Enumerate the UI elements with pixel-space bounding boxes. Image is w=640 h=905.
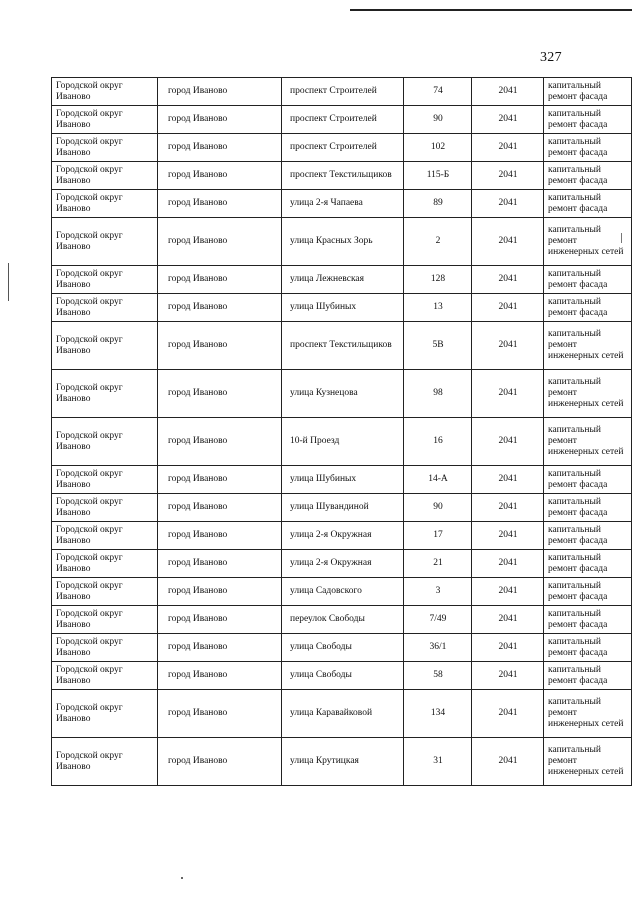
district-cell: Городской округ Иваново xyxy=(52,294,158,322)
street-cell: проспект Строителей xyxy=(282,106,404,134)
house-number-cell: 102 xyxy=(404,134,472,162)
year-cell: 2041 xyxy=(472,294,544,322)
table-row xyxy=(52,370,632,418)
table-row xyxy=(52,134,632,162)
district-cell: Городской округ Иваново xyxy=(52,522,158,550)
city-cell: город Иваново xyxy=(158,134,282,162)
city-cell: город Иваново xyxy=(158,662,282,690)
city-cell: город Иваново xyxy=(158,78,282,106)
city-cell: город Иваново xyxy=(158,522,282,550)
year-cell: 2041 xyxy=(472,322,544,370)
table-row xyxy=(52,522,632,550)
street-cell: улица Свободы xyxy=(282,634,404,662)
work-type-cell: капитальный ремонт фасада xyxy=(544,466,632,494)
district-cell: Городской округ Иваново xyxy=(52,466,158,494)
street-cell: улица Кузнецова xyxy=(282,370,404,418)
year-cell: 2041 xyxy=(472,418,544,466)
work-type-cell: капитальный ремонт фасада xyxy=(544,294,632,322)
city-cell: город Иваново xyxy=(158,190,282,218)
district-cell: Городской округ Иваново xyxy=(52,266,158,294)
table-row xyxy=(52,78,632,106)
work-type-cell: капитальный ремонт инженерных сетей xyxy=(544,218,632,266)
table-row xyxy=(52,418,632,466)
work-type-cell: капитальный ремонт инженерных сетей xyxy=(544,322,632,370)
year-cell: 2041 xyxy=(472,134,544,162)
table-row xyxy=(52,738,632,786)
work-type-cell: капитальный ремонт фасада xyxy=(544,78,632,106)
house-number-cell: 36/1 xyxy=(404,634,472,662)
house-number-cell: 17 xyxy=(404,522,472,550)
table-row xyxy=(52,578,632,606)
city-cell: город Иваново xyxy=(158,690,282,738)
year-cell: 2041 xyxy=(472,266,544,294)
house-number-cell: 3 xyxy=(404,578,472,606)
city-cell: город Иваново xyxy=(158,162,282,190)
work-type-cell: капитальный ремонт фасада xyxy=(544,578,632,606)
street-cell: улица Шубиных xyxy=(282,466,404,494)
district-cell: Городской округ Иваново xyxy=(52,162,158,190)
work-type-cell: капитальный ремонт инженерных сетей xyxy=(544,418,632,466)
house-number-cell: 58 xyxy=(404,662,472,690)
table-row xyxy=(52,294,632,322)
year-cell: 2041 xyxy=(472,466,544,494)
street-cell: улица 2-я Окружная xyxy=(282,550,404,578)
year-cell: 2041 xyxy=(472,494,544,522)
house-number-cell: 13 xyxy=(404,294,472,322)
street-cell: улица Лежневская xyxy=(282,266,404,294)
city-cell: город Иваново xyxy=(158,634,282,662)
year-cell: 2041 xyxy=(472,78,544,106)
district-cell: Городской округ Иваново xyxy=(52,550,158,578)
district-cell: Городской округ Иваново xyxy=(52,418,158,466)
district-cell: Городской округ Иваново xyxy=(52,322,158,370)
city-cell: город Иваново xyxy=(158,494,282,522)
street-cell: 10-й Проезд xyxy=(282,418,404,466)
house-number-cell: 90 xyxy=(404,494,472,522)
work-type-cell: капитальный ремонт фасада xyxy=(544,266,632,294)
year-cell: 2041 xyxy=(472,218,544,266)
work-type-cell: капитальный ремонт фасада xyxy=(544,522,632,550)
scan-dot xyxy=(181,877,183,879)
work-type-cell: капитальный ремонт фасада xyxy=(544,190,632,218)
district-cell: Городской округ Иваново xyxy=(52,106,158,134)
house-number-cell: 74 xyxy=(404,78,472,106)
work-type-cell: капитальный ремонт фасада xyxy=(544,106,632,134)
house-number-cell: 14-А xyxy=(404,466,472,494)
year-cell: 2041 xyxy=(472,550,544,578)
district-cell: Городской округ Иваново xyxy=(52,190,158,218)
year-cell: 2041 xyxy=(472,370,544,418)
city-cell: город Иваново xyxy=(158,738,282,786)
street-cell: улица Красных Зорь xyxy=(282,218,404,266)
year-cell: 2041 xyxy=(472,578,544,606)
house-number-cell: 134 xyxy=(404,690,472,738)
district-cell: Городской округ Иваново xyxy=(52,134,158,162)
district-cell: Городской округ Иваново xyxy=(52,78,158,106)
city-cell: город Иваново xyxy=(158,466,282,494)
page-number: 327 xyxy=(540,50,562,65)
year-cell: 2041 xyxy=(472,190,544,218)
work-type-cell: капитальный ремонт фасада xyxy=(544,662,632,690)
work-type-cell: капитальный ремонт фасада xyxy=(544,634,632,662)
house-number-cell: 21 xyxy=(404,550,472,578)
table-row xyxy=(52,266,632,294)
table-row xyxy=(52,162,632,190)
house-number-cell: 5В xyxy=(404,322,472,370)
year-cell: 2041 xyxy=(472,662,544,690)
table-row xyxy=(52,466,632,494)
city-cell: город Иваново xyxy=(158,370,282,418)
street-cell: улица Садовского xyxy=(282,578,404,606)
table-row xyxy=(52,106,632,134)
street-cell: улица 2-я Чапаева xyxy=(282,190,404,218)
year-cell: 2041 xyxy=(472,634,544,662)
street-cell: улица Каравайковой xyxy=(282,690,404,738)
year-cell: 2041 xyxy=(472,106,544,134)
house-number-cell: 16 xyxy=(404,418,472,466)
city-cell: город Иваново xyxy=(158,266,282,294)
table-row xyxy=(52,322,632,370)
year-cell: 2041 xyxy=(472,162,544,190)
city-cell: город Иваново xyxy=(158,218,282,266)
work-type-cell: капитальный ремонт фасада xyxy=(544,550,632,578)
street-cell: улица 2-я Окружная xyxy=(282,522,404,550)
street-cell: переулок Свободы xyxy=(282,606,404,634)
city-cell: город Иваново xyxy=(158,418,282,466)
year-cell: 2041 xyxy=(472,522,544,550)
city-cell: город Иваново xyxy=(158,550,282,578)
street-cell: улица Крутицкая xyxy=(282,738,404,786)
house-number-cell: 31 xyxy=(404,738,472,786)
district-cell: Городской округ Иваново xyxy=(52,370,158,418)
district-cell: Городской округ Иваново xyxy=(52,494,158,522)
street-cell: проспект Строителей xyxy=(282,134,404,162)
table-row xyxy=(52,606,632,634)
house-number-cell: 90 xyxy=(404,106,472,134)
district-cell: Городской округ Иваново xyxy=(52,690,158,738)
city-cell: город Иваново xyxy=(158,294,282,322)
house-number-cell: 7/49 xyxy=(404,606,472,634)
street-cell: проспект Строителей xyxy=(282,78,404,106)
street-cell: проспект Текстильщиков xyxy=(282,322,404,370)
table-row xyxy=(52,550,632,578)
work-type-cell: капитальный ремонт инженерных сетей xyxy=(544,690,632,738)
district-cell: Городской округ Иваново xyxy=(52,578,158,606)
year-cell: 2041 xyxy=(472,690,544,738)
district-cell: Городской округ Иваново xyxy=(52,634,158,662)
city-cell: город Иваново xyxy=(158,578,282,606)
year-cell: 2041 xyxy=(472,606,544,634)
work-type-cell: капитальный ремонт фасада xyxy=(544,606,632,634)
work-type-cell: капитальный ремонт фасада xyxy=(544,162,632,190)
repair-schedule-table xyxy=(51,77,632,786)
street-cell: улица Свободы xyxy=(282,662,404,690)
table-row xyxy=(52,662,632,690)
work-type-cell: капитальный ремонт фасада xyxy=(544,494,632,522)
house-number-cell: 128 xyxy=(404,266,472,294)
district-cell: Городской округ Иваново xyxy=(52,738,158,786)
street-cell: улица Шувандиной xyxy=(282,494,404,522)
table-row xyxy=(52,634,632,662)
city-cell: город Иваново xyxy=(158,606,282,634)
street-cell: проспект Текстильщиков xyxy=(282,162,404,190)
top-rule xyxy=(350,9,632,11)
street-cell: улица Шубиных xyxy=(282,294,404,322)
city-cell: город Иваново xyxy=(158,322,282,370)
house-number-cell: 98 xyxy=(404,370,472,418)
city-cell: город Иваново xyxy=(158,106,282,134)
district-cell: Городской округ Иваново xyxy=(52,606,158,634)
margin-mark xyxy=(8,263,9,301)
district-cell: Городской округ Иваново xyxy=(52,218,158,266)
table-row xyxy=(52,190,632,218)
table-row xyxy=(52,494,632,522)
table-row xyxy=(52,690,632,738)
house-number-cell: 115-Б xyxy=(404,162,472,190)
table-row xyxy=(52,218,632,266)
house-number-cell: 89 xyxy=(404,190,472,218)
work-type-cell: капитальный ремонт инженерных сетей xyxy=(544,370,632,418)
district-cell: Городской округ Иваново xyxy=(52,662,158,690)
house-number-cell: 2 xyxy=(404,218,472,266)
year-cell: 2041 xyxy=(472,738,544,786)
work-type-cell: капитальный ремонт фасада xyxy=(544,134,632,162)
work-type-cell: капитальный ремонт инженерных сетей xyxy=(544,738,632,786)
